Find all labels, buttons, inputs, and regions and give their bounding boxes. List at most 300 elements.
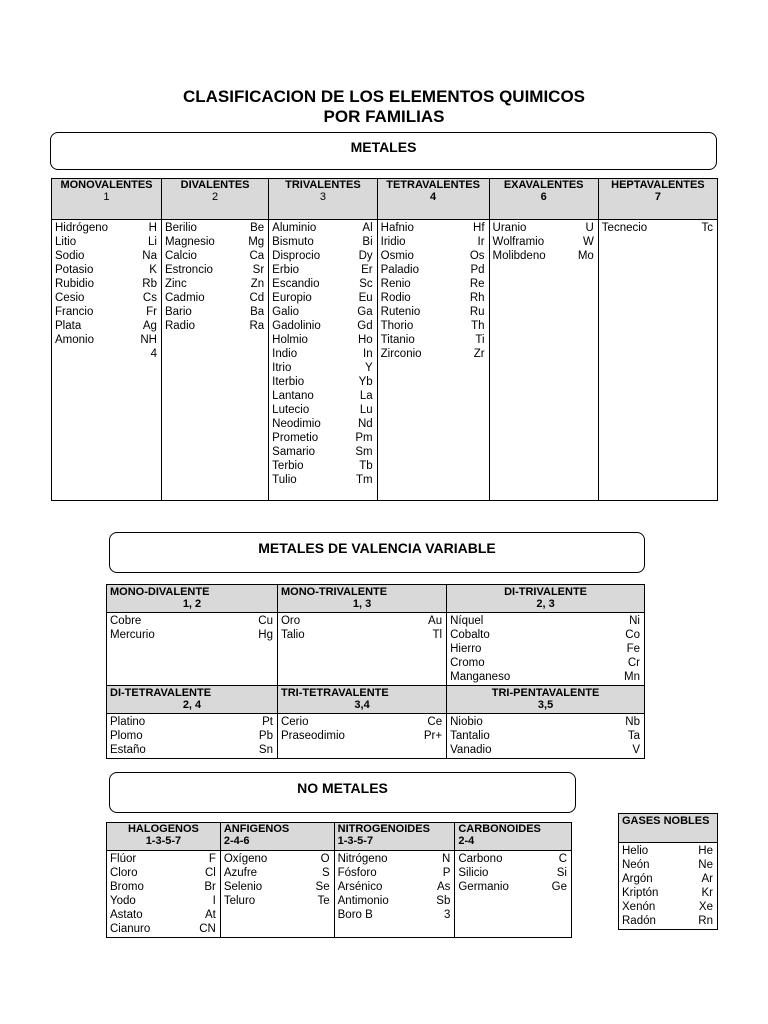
element-row bbox=[224, 894, 330, 908]
valence-number: 2 bbox=[212, 191, 219, 203]
valencia-body bbox=[107, 613, 278, 686]
no-metales-body bbox=[107, 851, 221, 938]
element-name: Uranio bbox=[492, 222, 527, 234]
element-row bbox=[381, 305, 485, 319]
element-symbol: Fr bbox=[146, 306, 157, 318]
element-row bbox=[165, 291, 264, 305]
element-row bbox=[381, 347, 485, 361]
element-name: Cobalto bbox=[450, 629, 490, 641]
element-name: Oro bbox=[280, 615, 301, 627]
element-name: Amonio bbox=[55, 334, 94, 346]
valencia-header-values: 2, 3 bbox=[536, 598, 555, 610]
element-row bbox=[381, 277, 485, 291]
element-name: Cromo bbox=[450, 657, 485, 669]
element-symbol: Li bbox=[148, 236, 157, 248]
element-name: Tecnecio bbox=[601, 222, 648, 234]
element-name: Yodo bbox=[110, 895, 136, 907]
element-row bbox=[272, 319, 372, 333]
element-symbol: Tb bbox=[359, 460, 373, 472]
element-symbol: 3 bbox=[443, 909, 451, 921]
valence-number: 4 bbox=[430, 191, 437, 203]
group-name: HALOGENOS bbox=[127, 823, 199, 835]
element-row bbox=[165, 249, 264, 263]
element-row bbox=[165, 263, 264, 277]
element-name: Argón bbox=[622, 873, 653, 885]
element-row bbox=[272, 333, 372, 347]
element-symbol: Gd bbox=[357, 320, 373, 332]
element-name: Xenón bbox=[622, 901, 656, 913]
element-row bbox=[110, 614, 273, 628]
element-name: Lantano bbox=[272, 390, 314, 402]
element-name: Neón bbox=[622, 859, 650, 871]
element-name: Francio bbox=[55, 306, 94, 318]
element-name: Plata bbox=[55, 320, 82, 332]
element-symbol: Y bbox=[364, 362, 373, 374]
element-name: Osmio bbox=[380, 250, 414, 262]
metales-column-body bbox=[489, 220, 598, 501]
element-name: Cadmio bbox=[164, 292, 205, 304]
element-symbol: Ca bbox=[249, 250, 265, 262]
element-row bbox=[55, 221, 157, 235]
element-name: Bario bbox=[164, 306, 192, 318]
element-row bbox=[55, 347, 157, 361]
metales-table bbox=[51, 178, 718, 501]
element-symbol: Au bbox=[428, 615, 443, 627]
element-symbol: P bbox=[442, 867, 451, 879]
element-name: Erbio bbox=[272, 264, 300, 276]
element-row bbox=[165, 221, 264, 235]
element-row bbox=[110, 866, 216, 880]
valencia-body bbox=[447, 613, 645, 686]
element-row bbox=[272, 235, 372, 249]
element-name: Magnesio bbox=[164, 236, 215, 248]
element-row bbox=[272, 263, 372, 277]
element-name: Galio bbox=[272, 306, 300, 318]
element-symbol: W bbox=[582, 236, 594, 248]
element-symbol: Tl bbox=[432, 629, 443, 641]
element-name: Cloro bbox=[110, 867, 138, 879]
element-row bbox=[272, 417, 372, 431]
element-row bbox=[450, 715, 640, 729]
element-name: Silicio bbox=[458, 867, 489, 879]
element-row bbox=[493, 235, 594, 249]
element-symbol: Rn bbox=[698, 915, 713, 927]
element-name: Molibdeno bbox=[492, 250, 546, 262]
element-symbol: Rb bbox=[142, 278, 157, 290]
element-row bbox=[381, 319, 485, 333]
element-symbol: Tc bbox=[701, 222, 713, 234]
group-name: ANFIGENOS bbox=[223, 823, 290, 835]
element-name: Vanadio bbox=[450, 744, 492, 756]
element-symbol: He bbox=[698, 845, 713, 857]
metales-column-body bbox=[269, 220, 377, 501]
element-row bbox=[272, 431, 372, 445]
element-symbol: Ce bbox=[427, 716, 443, 728]
element-row bbox=[165, 319, 264, 333]
valencia-header-name: MONO-DIVALENTE bbox=[110, 586, 210, 598]
element-row bbox=[165, 277, 264, 291]
element-name: Iterbio bbox=[272, 376, 305, 388]
element-name: Itrio bbox=[272, 362, 292, 374]
element-name: Niobio bbox=[450, 716, 483, 728]
element-name: Prometio bbox=[272, 432, 319, 444]
element-row bbox=[338, 866, 451, 880]
element-name: Radón bbox=[622, 915, 656, 927]
element-name: Titanio bbox=[380, 334, 415, 346]
element-symbol: C bbox=[558, 853, 567, 865]
element-symbol: Ru bbox=[469, 306, 485, 318]
element-name: Plomo bbox=[110, 730, 143, 742]
element-symbol: Mn bbox=[624, 671, 640, 683]
element-symbol: Ge bbox=[551, 881, 567, 893]
element-row bbox=[622, 872, 713, 886]
element-name: Flúor bbox=[110, 853, 137, 865]
element-row bbox=[224, 852, 330, 866]
element-row bbox=[165, 305, 264, 319]
element-symbol: Ni bbox=[629, 615, 640, 627]
valence-name: TETRAVALENTES bbox=[386, 179, 480, 191]
element-row bbox=[110, 715, 273, 729]
valencia-body bbox=[277, 714, 446, 759]
valence-name: TRIVALENTES bbox=[285, 179, 361, 191]
valence-number: 1 bbox=[103, 191, 110, 203]
element-row bbox=[272, 375, 372, 389]
element-name: Tulio bbox=[272, 474, 297, 486]
element-row bbox=[110, 894, 216, 908]
element-name: Europio bbox=[272, 292, 312, 304]
element-name: Renio bbox=[380, 278, 411, 290]
no-metales-header bbox=[455, 823, 572, 851]
element-symbol: Cs bbox=[142, 292, 157, 304]
element-row bbox=[272, 403, 372, 417]
element-symbol: Ne bbox=[698, 859, 713, 871]
element-row bbox=[450, 628, 640, 642]
element-name: Azufre bbox=[223, 867, 258, 879]
group-name: NITROGENOIDES bbox=[337, 823, 430, 835]
element-symbol: Xe bbox=[698, 901, 713, 913]
element-symbol: Lu bbox=[359, 404, 373, 416]
valencia-header bbox=[107, 585, 278, 613]
element-row bbox=[281, 715, 442, 729]
element-row bbox=[338, 908, 451, 922]
element-symbol: La bbox=[359, 390, 373, 402]
element-row bbox=[381, 235, 485, 249]
valencia-variable-table bbox=[106, 584, 645, 759]
element-symbol: Rh bbox=[469, 292, 485, 304]
element-name: Zirconio bbox=[380, 348, 422, 360]
element-symbol: Si bbox=[556, 867, 567, 879]
metales-column-body bbox=[52, 220, 162, 501]
element-symbol: Ir bbox=[477, 236, 485, 248]
element-symbol: Th bbox=[471, 320, 485, 332]
valencia-header-name: TRI-PENTAVALENTE bbox=[491, 687, 600, 699]
element-symbol: Cl bbox=[204, 867, 216, 879]
element-name: Zinc bbox=[164, 278, 187, 290]
element-row bbox=[110, 852, 216, 866]
element-symbol: Be bbox=[250, 222, 265, 234]
element-symbol: Pt bbox=[262, 716, 273, 728]
element-symbol: Ra bbox=[249, 320, 265, 332]
element-symbol: As bbox=[436, 881, 451, 893]
element-symbol: Pd bbox=[470, 264, 485, 276]
element-symbol: Nb bbox=[625, 716, 640, 728]
element-name: Radio bbox=[164, 320, 196, 332]
valencia-header-values: 3,4 bbox=[354, 699, 370, 711]
element-symbol: Cr bbox=[627, 657, 640, 669]
no-metales-table bbox=[106, 822, 572, 938]
element-name: Lutecio bbox=[272, 404, 310, 416]
valencia-header-name: DI-TETRAVALENTE bbox=[110, 687, 212, 699]
element-name: Astato bbox=[110, 909, 143, 921]
element-symbol: Se bbox=[315, 881, 330, 893]
element-name: Neodimio bbox=[272, 418, 321, 430]
element-name: Kriptón bbox=[622, 887, 659, 899]
element-symbol: Mo bbox=[577, 250, 594, 262]
element-row bbox=[165, 235, 264, 249]
element-symbol: Na bbox=[142, 250, 157, 262]
no-metales-header bbox=[334, 823, 455, 851]
element-row bbox=[272, 249, 372, 263]
element-row bbox=[272, 389, 372, 403]
element-symbol: Cd bbox=[249, 292, 265, 304]
element-row bbox=[55, 333, 157, 347]
element-name: Hidrógeno bbox=[55, 222, 109, 234]
gases-nobles-header: GASES NOBLES bbox=[619, 814, 718, 843]
metales-column-header bbox=[377, 179, 489, 220]
element-name: Hafnio bbox=[380, 222, 414, 234]
element-name: Manganeso bbox=[450, 671, 511, 683]
element-symbol: NH bbox=[140, 334, 157, 346]
valencia-header bbox=[277, 585, 446, 613]
element-symbol: S bbox=[321, 867, 330, 879]
element-name: Gadolinio bbox=[272, 320, 321, 332]
element-name: Calcio bbox=[164, 250, 197, 262]
element-name: Boro B bbox=[337, 909, 373, 921]
element-row bbox=[55, 319, 157, 333]
element-symbol: Ho bbox=[357, 334, 373, 346]
valence-number: 6 bbox=[540, 191, 547, 203]
element-name: Mercurio bbox=[110, 629, 155, 641]
element-row bbox=[272, 305, 372, 319]
element-name: Níquel bbox=[450, 615, 484, 627]
element-symbol: Ag bbox=[142, 320, 157, 332]
element-symbol: O bbox=[320, 853, 330, 865]
element-row bbox=[110, 743, 273, 757]
valencia-header-name: DI-TRIVALENTE bbox=[504, 586, 587, 598]
valencia-header bbox=[107, 686, 278, 714]
element-row bbox=[281, 729, 442, 743]
element-row bbox=[272, 347, 372, 361]
element-symbol: At bbox=[204, 909, 216, 921]
element-name: Oxígeno bbox=[223, 853, 268, 865]
element-name: Litio bbox=[55, 236, 77, 248]
element-name: Sodio bbox=[55, 250, 85, 262]
element-symbol: Eu bbox=[358, 292, 373, 304]
element-row bbox=[450, 670, 640, 684]
element-name: Nitrógeno bbox=[337, 853, 388, 865]
element-symbol: I bbox=[212, 895, 216, 907]
element-name: Potasio bbox=[55, 264, 94, 276]
valencia-body bbox=[447, 714, 645, 759]
metales-column-header bbox=[598, 179, 717, 220]
element-symbol: 4 bbox=[150, 348, 157, 360]
element-symbol: Bi bbox=[362, 236, 373, 248]
element-symbol: Ta bbox=[627, 730, 640, 742]
element-row bbox=[458, 866, 567, 880]
element-row bbox=[493, 221, 594, 235]
no-metales-section-label: NO METALES bbox=[109, 772, 576, 813]
element-row bbox=[272, 473, 372, 487]
element-row bbox=[110, 628, 273, 642]
element-symbol: Yb bbox=[358, 376, 373, 388]
element-row bbox=[381, 263, 485, 277]
element-symbol: Cu bbox=[258, 615, 273, 627]
no-metales-body bbox=[455, 851, 572, 938]
element-row bbox=[272, 445, 372, 459]
element-name: Rubidio bbox=[55, 278, 94, 290]
element-name: Rodio bbox=[380, 292, 411, 304]
element-symbol: Sb bbox=[436, 895, 451, 907]
element-name: Praseodimio bbox=[280, 730, 345, 742]
element-row bbox=[110, 922, 216, 936]
metales-section-label: METALES bbox=[50, 132, 717, 170]
element-row bbox=[272, 221, 372, 235]
element-name: Platino bbox=[110, 716, 146, 728]
element-symbol: Kr bbox=[701, 887, 713, 899]
element-symbol: Ga bbox=[357, 306, 373, 318]
element-row bbox=[493, 249, 594, 263]
metales-column-header bbox=[489, 179, 598, 220]
valencia-header bbox=[447, 585, 645, 613]
element-row bbox=[281, 614, 442, 628]
metales-column-header bbox=[52, 179, 162, 220]
valencia-header-values: 3,5 bbox=[537, 699, 554, 711]
gases-nobles-table bbox=[618, 813, 718, 930]
element-symbol: Mg bbox=[248, 236, 265, 248]
element-name: Samario bbox=[272, 446, 315, 458]
element-row bbox=[622, 914, 713, 928]
element-row bbox=[622, 886, 713, 900]
valencia-body bbox=[277, 613, 446, 686]
element-name: Hierro bbox=[450, 643, 482, 655]
element-symbol: Ba bbox=[250, 306, 265, 318]
element-name: Estaño bbox=[110, 744, 146, 756]
metales-column-header bbox=[161, 179, 268, 220]
element-symbol: Te bbox=[317, 895, 330, 907]
group-valences: 2-4-6 bbox=[223, 835, 250, 847]
valencia-header-name: MONO-TRIVALENTE bbox=[280, 586, 388, 598]
element-row bbox=[381, 291, 485, 305]
element-row bbox=[622, 844, 713, 858]
valencia-header-values: 1, 3 bbox=[352, 598, 372, 610]
element-name: Teluro bbox=[223, 895, 256, 907]
element-row bbox=[338, 880, 451, 894]
element-name: Germanio bbox=[458, 881, 509, 893]
element-row bbox=[458, 880, 567, 894]
valence-name: EXAVALENTES bbox=[503, 179, 584, 191]
element-symbol: Hg bbox=[258, 629, 273, 641]
element-symbol: Dy bbox=[358, 250, 373, 262]
element-symbol: Nd bbox=[357, 418, 373, 430]
element-row bbox=[272, 291, 372, 305]
element-symbol: F bbox=[208, 853, 216, 865]
element-row bbox=[55, 235, 157, 249]
element-row bbox=[450, 642, 640, 656]
element-symbol: H bbox=[148, 222, 157, 234]
element-row bbox=[55, 305, 157, 319]
element-row bbox=[272, 277, 372, 291]
element-row bbox=[450, 656, 640, 670]
element-row bbox=[55, 263, 157, 277]
page-title: CLASIFICACION DE LOS ELEMENTOS QUIMICOS bbox=[182, 87, 586, 106]
no-metales-header bbox=[220, 823, 334, 851]
element-symbol: N bbox=[442, 853, 451, 865]
element-symbol: Co bbox=[625, 629, 640, 641]
valencia-header-values: 2, 4 bbox=[182, 699, 202, 711]
element-symbol: Os bbox=[469, 250, 485, 262]
element-row bbox=[450, 614, 640, 628]
valence-number: 3 bbox=[319, 191, 326, 203]
group-valences: 2-4 bbox=[458, 835, 475, 847]
valencia-variable-section-label: METALES DE VALENCIA VARIABLE bbox=[109, 532, 645, 573]
valencia-header bbox=[277, 686, 446, 714]
element-symbol: Pr+ bbox=[423, 730, 443, 742]
valencia-body bbox=[107, 714, 278, 759]
element-row bbox=[458, 852, 567, 866]
element-name: Terbio bbox=[272, 460, 304, 472]
element-symbol: Sr bbox=[252, 264, 265, 276]
element-row bbox=[110, 880, 216, 894]
element-row bbox=[602, 221, 713, 235]
element-name: Cobre bbox=[110, 615, 142, 627]
element-row bbox=[338, 852, 451, 866]
element-name: Disprocio bbox=[272, 250, 321, 262]
element-name: Helio bbox=[622, 845, 649, 857]
metales-column-header bbox=[269, 179, 377, 220]
element-name: Iridio bbox=[380, 236, 406, 248]
element-row bbox=[381, 249, 485, 263]
element-name: Wolframio bbox=[492, 236, 545, 248]
element-symbol: Ar bbox=[701, 873, 713, 885]
element-name: Antimonio bbox=[337, 895, 389, 907]
element-row bbox=[272, 459, 372, 473]
element-row bbox=[338, 894, 451, 908]
metales-column-body bbox=[161, 220, 268, 501]
element-symbol: U bbox=[585, 222, 594, 234]
element-name: Fósforo bbox=[337, 867, 377, 879]
element-symbol: Sn bbox=[258, 744, 273, 756]
element-name: Carbono bbox=[458, 853, 503, 865]
element-name: Escandio bbox=[272, 278, 320, 290]
element-name: Cianuro bbox=[110, 923, 151, 935]
group-valences: 1-3-5-7 bbox=[145, 835, 182, 847]
element-row bbox=[110, 729, 273, 743]
element-symbol: Sm bbox=[355, 446, 373, 458]
element-name: Cesio bbox=[55, 292, 85, 304]
metales-column-body bbox=[598, 220, 717, 501]
valencia-header-name: TRI-TETRAVALENTE bbox=[280, 687, 389, 699]
valence-name: HEPTAVALENTES bbox=[611, 179, 705, 191]
element-row bbox=[381, 333, 485, 347]
group-valences: 1-3-5-7 bbox=[337, 835, 374, 847]
element-symbol: Re bbox=[469, 278, 485, 290]
element-symbol: Br bbox=[204, 881, 216, 893]
element-symbol: Hf bbox=[473, 222, 485, 234]
element-symbol: Fe bbox=[626, 643, 640, 655]
element-symbol: Zr bbox=[473, 348, 485, 360]
element-row bbox=[622, 858, 713, 872]
element-name: Bromo bbox=[110, 881, 144, 893]
